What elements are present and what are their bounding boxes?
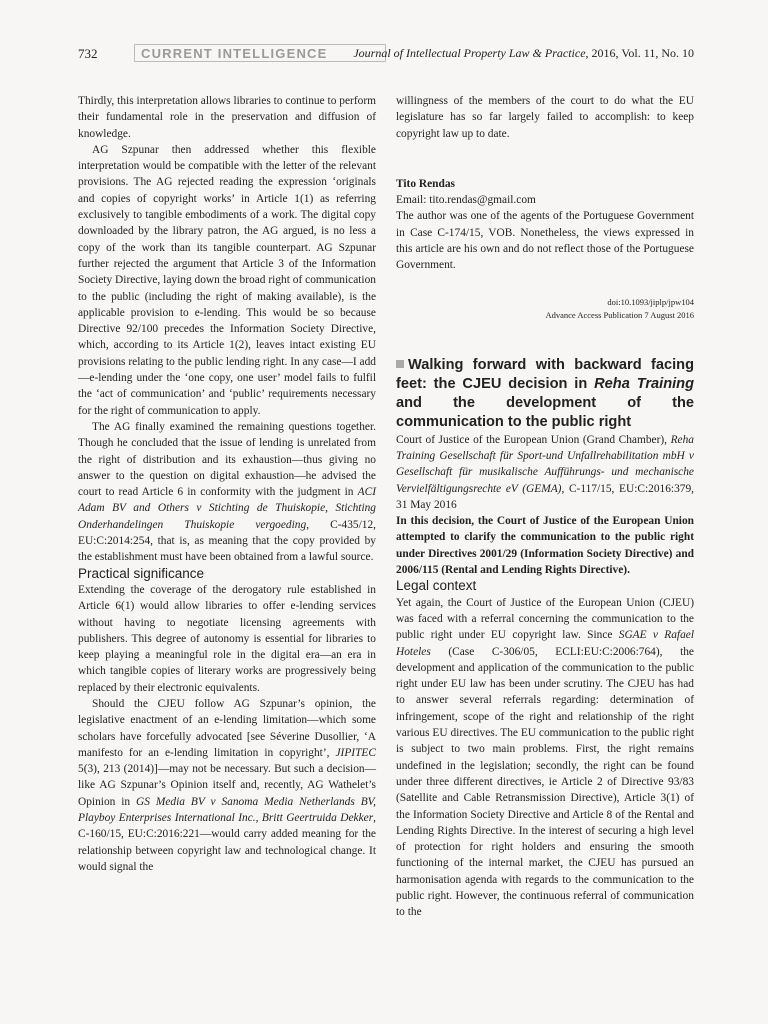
case-reference: Court of Justice of the European Union (Grand Chamber), Reha Training Gesellschaft für Sport-und Unfallrehabilitation mbH v Gesellschaft für musikalische Aufführungs- und mechanische Vervielfältigungsrechte eV (GEMA), C-117/15, EU:C:2016:379, 31 May 2016 xyxy=(396,433,694,511)
author-block xyxy=(396,176,694,274)
section-tag: CURRENT INTELLIGENCE xyxy=(134,44,386,62)
left-column xyxy=(78,93,376,875)
section-heading-practical: Practical significance xyxy=(78,565,205,581)
paragraph: Should the CJEU follow AG Szpunar’s opinion, the legislative enactment of an e-lending limitation—which some scholars have forcefully advocated [see Séverine Dusollier, ‘A manifesto for an e-lending limitation in copyright’, JIPITEC 5(3), 213 (2014)]—may not be necessary. But such a decision—like AG Szpunar’s Opinion itself and, recently, AG Wathelet’s Opinion in GS Media BV v Sanoma Media Netherlands BV, Playboy Enterprises International Inc., Britt Geertruida Dekker, C-160/15, EU:C:2016:221—would carry added meaning for the relationship between copyright law and technological change. It would signal the xyxy=(78,697,376,873)
paragraph: willingness of the members of the court to do what the EU legislature has so far largely failed to accomplish: to keep copyright law up to date. xyxy=(396,95,694,140)
paragraph: Extending the coverage of the derogatory rule established in Article 6(1) would allow libraries to offer e-lending services without having to negotiate licensing agreements with publishers. This degree of autonomy is essential for libraries to keep playing a meaningful role in the digital era—an era in which tangible copies of literary works are progressively being replaced by their electronic equivalents. xyxy=(78,583,376,694)
page-number: 732 xyxy=(78,46,98,61)
journal-details: , 2016, Vol. 11, No. 10 xyxy=(585,46,694,60)
author-note: The author was one of the agents of the Portuguese Government in Case C-174/15, VOB. Nonetheless, the views expressed in this article are his own and do not reflect those of the Portuguese Government. xyxy=(396,210,694,272)
author-email: Email: tito.rendas@gmail.com xyxy=(396,194,536,207)
case-name: SGAE v Rafael Hoteles xyxy=(396,629,694,658)
section-marker-icon xyxy=(396,360,404,368)
article-title: Walking forward with backward facing feet: the CJEU decision in Reha Training and the development of the communication to the public right xyxy=(396,356,694,430)
journal-ref: JIPITEC xyxy=(335,746,376,759)
case-name: Reha Training Gesellschaft für Sport-und Unfallrehabilitation mbH v Gesellschaft für musikalische Aufführungs- und mechanische Vervielfältigungsrechte eV (GEMA) xyxy=(396,433,694,495)
right-column xyxy=(396,93,694,921)
doi: doi:10.1093/jiplp/jpw104 xyxy=(607,296,694,307)
author-name: Tito Rendas xyxy=(396,177,455,190)
section-heading-legal: Legal context xyxy=(396,578,477,594)
paragraph: Yet again, the Court of Justice of the European Union (CJEU) was faced with a referral concerning the communication to the public right under EU copyright law. Since SGAE v Rafael Hoteles (Case C-306/05, ECLI:EU:C:2006:764), the development and application of the communication to the public right under EU law has been under scrutiny. The CJEU has had to answer several referrals regarding: determination of infringement, scope of the right and relationship of the right various EU directives. The EU communication to the public right is subject to two main problems. First, the right remains undefined in the legislation; secondly, the right can be found under three different directives, ie Article 2 of Directive 93/83 (Satellite and Cable Retransmission Directive), Article 3(1) of the Information Society Directive and Article 8 of the Rental and Lending Rights Directive. In the interest of securing a high level of protection for right holders and ensuring the smooth functioning of the internal market, the CJEU has pursued an harmonisation agenda with regards to the communication to the public right. However, the continuous referral of communication to the xyxy=(396,596,694,919)
paragraph: The AG finally examined the remaining questions together. Though he concluded that the issue of lending is unrelated from the right of distribution and its exhaustion—thus giving no answer to the question on digital exhaustion—he advised the court to read Article 6 in conformity with the judgment in ACI Adam BV and Others v Stichting de Thuiskopie, Stichting Onderhandelingen Thuiskopie vergoeding, C-435/12, EU:C:2014:254, that is, as meaning that the copy provided by the establishment must have been obtained from a lawful source. xyxy=(78,420,376,564)
paragraph: Thirdly, this interpretation allows libraries to continue to perform their fundamental role in the preservation and diffusion of knowledge. xyxy=(78,95,376,140)
paragraph: AG Szpunar then addressed whether this flexible interpretation would be compatible with the letter of the relevant provisions. The AG rejected reading the expression ‘originals and copies of copyright works’ in Article 1(1) as referring exclusively to tangible embodiments of a work. The digital copy downloaded by the library patron, the AG argued, is no less a copy of the work than its tangible counterpart. AG Szpunar further rejected the argument that Article 3 of the Information Society Directive, laying down the broad right of communication to the public (including the right of making available), is the applicable provision to e-lending. This would be so because Directive 92/100 precedes the Information Society Directive, which, according to its Article 1(2), leaves intact existing EU provisions relating to the public lending right. In any case—I add—e-lending under the ‘one copy, one user’ model fails to fulfil the ‘act of communication’ and ‘public’ requirements necessary for the right of communication to apply. xyxy=(78,143,376,417)
abstract: In this decision, the Court of Justice of the European Union attempted to clarify the communication to the public right under Directives 2001/29 (Information Society Directive) and 2006/115 (Rental and Lending Rights Directive). xyxy=(396,515,694,577)
case-name: GS Media BV v Sanoma Media Netherlands BV, Playboy Enterprises International Inc., Britt Geertruida Dekker xyxy=(78,795,376,825)
journal-name: Journal of Intellectual Property Law & Practice xyxy=(353,46,586,60)
page-header xyxy=(78,44,694,66)
advance-access: Advance Access Publication 7 August 2016 xyxy=(545,309,694,320)
journal-citation xyxy=(353,46,694,61)
doi-block xyxy=(396,296,694,322)
case-name: ACI Adam BV and Others v Stichting de Thuiskopie, Stichting Onderhandelingen Thuiskopie vergoeding xyxy=(78,486,376,531)
